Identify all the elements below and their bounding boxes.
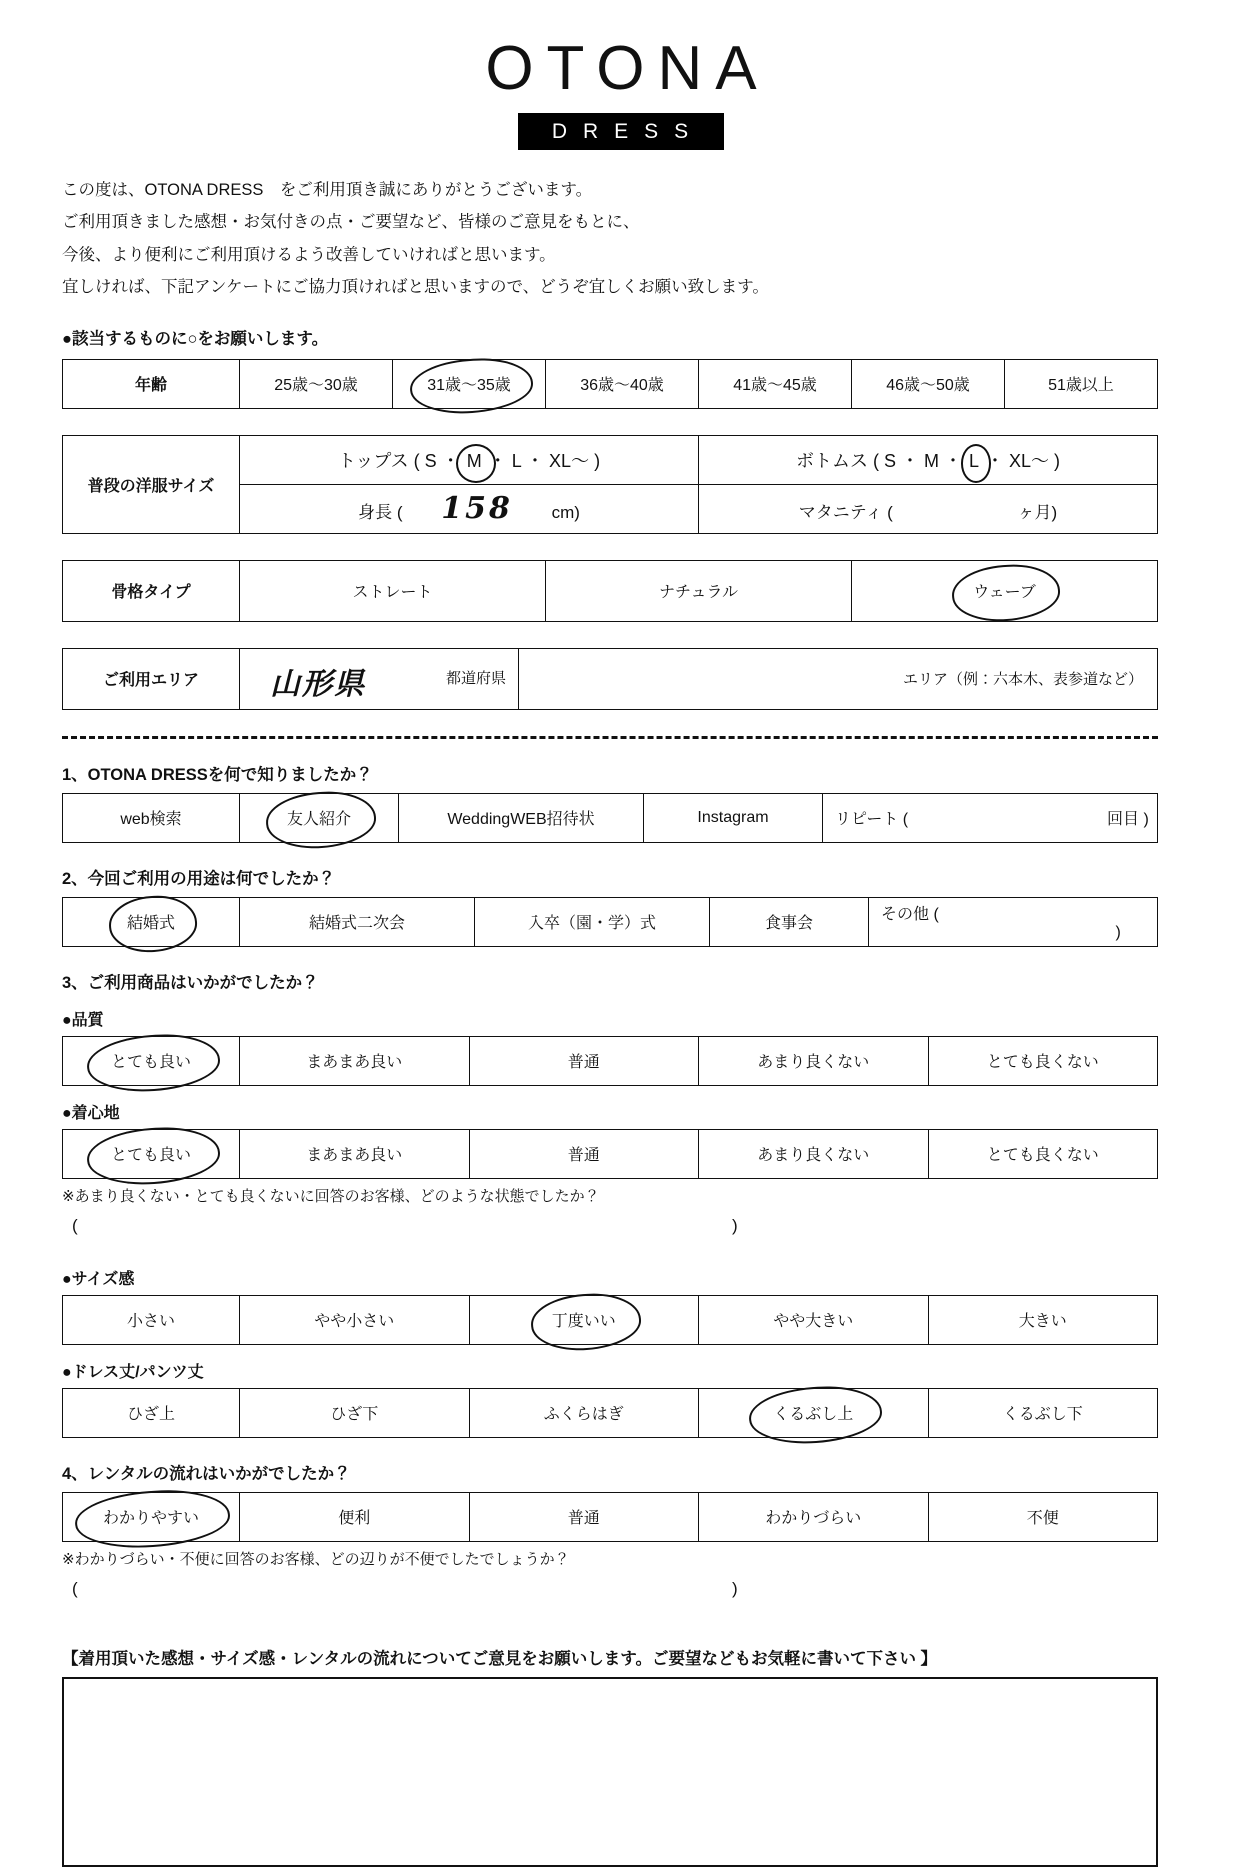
q2-table (62, 897, 1158, 947)
maternity-field-cell[interactable] (699, 484, 1158, 533)
area-detail-input[interactable] (519, 648, 1158, 709)
q1-option-instagram[interactable]: Instagram (644, 793, 823, 842)
table-row (63, 1492, 1158, 1541)
length-option-above-ankle[interactable] (699, 1388, 929, 1437)
quality-option-very-good[interactable] (63, 1036, 240, 1085)
table-row (63, 648, 1158, 709)
selected-mark-quality: とても良い (105, 1047, 197, 1074)
age-table (62, 359, 1158, 409)
q4-answer-close: ) (732, 1578, 738, 1598)
age-label: 年齢 (63, 359, 240, 408)
table-row (63, 1036, 1158, 1085)
bottoms-prefix: ボトムス ( S ・ M ・ (795, 450, 962, 471)
q3-comfort-table (62, 1129, 1158, 1179)
brand-logo (0, 0, 1242, 150)
table-row (63, 1295, 1158, 1344)
q1-heading: 1、OTONA DRESSを何で知りましたか？ (62, 765, 373, 784)
table-row (63, 1129, 1158, 1178)
age-option-36-40[interactable]: 36歳〜40歳 (546, 359, 699, 408)
selected-mark-size-feel: 丁度いい (546, 1306, 622, 1333)
q1-option-friend-referral[interactable] (240, 793, 399, 842)
q1-option-wedding-web[interactable]: WeddingWEB招待状 (399, 793, 644, 842)
selected-mark-comfort: とても良い (105, 1140, 197, 1167)
size-feel-option-large[interactable]: 大きい (928, 1295, 1158, 1344)
prefecture-hint: 都道府県 (445, 669, 506, 687)
height-unit: cm) (551, 503, 580, 523)
q3-quality-table (62, 1036, 1158, 1086)
q3-quality-label: ●品質 (62, 1011, 104, 1029)
q2-option-after-party[interactable]: 結婚式二次会 (240, 897, 475, 946)
quality-option-normal[interactable]: 普通 (469, 1036, 699, 1085)
q3-size-feel-table (62, 1295, 1158, 1345)
length-option-below-knee[interactable]: ひざ下 (240, 1388, 470, 1437)
q2-option-other[interactable] (869, 897, 1158, 946)
frame-type-option-straight[interactable]: ストレート (240, 560, 546, 621)
frame-type-option-natural[interactable]: ナチュラル (546, 560, 852, 621)
area-table (62, 648, 1158, 710)
quality-option-very-bad[interactable]: とても良くない (928, 1036, 1158, 1085)
size-feel-option-small[interactable]: 小さい (63, 1295, 240, 1344)
age-option-41-45[interactable]: 41歳〜45歳 (699, 359, 852, 408)
q2-heading: 2、今回ご利用の用途は何でしたか？ (62, 869, 336, 888)
q4-option-hard-to-understand[interactable]: わかりづらい (699, 1492, 929, 1541)
q1-option-repeat[interactable] (823, 793, 1158, 842)
comfort-option-very-bad[interactable]: とても良くない (928, 1129, 1158, 1178)
q3-heading: 3、ご利用商品はいかがでしたか？ (62, 973, 319, 992)
tops-size-cell[interactable] (240, 435, 699, 484)
length-option-above-knee[interactable]: ひざ上 (63, 1388, 240, 1437)
comfort-option-normal[interactable]: 普通 (469, 1129, 699, 1178)
quality-option-not-very-good[interactable]: あまり良くない (699, 1036, 929, 1085)
q4-option-convenient[interactable]: 便利 (240, 1492, 470, 1541)
tops-suffix: ・ L ・ XL〜 ) (488, 450, 601, 471)
table-row (63, 793, 1158, 842)
frame-type-table (62, 560, 1158, 622)
q3-length-label: ●ドレス丈/パンツ丈 (62, 1363, 204, 1381)
free-comment-box[interactable] (62, 1677, 1158, 1867)
selected-mark-q1: 友人紹介 (281, 804, 357, 831)
length-option-calf[interactable]: ふくらはぎ (469, 1388, 699, 1437)
age-option-25-30[interactable]: 25歳〜30歳 (240, 359, 393, 408)
size-feel-option-slightly-small[interactable]: やや小さい (240, 1295, 470, 1344)
age-option-31-35[interactable] (393, 359, 546, 408)
q4-note: ※わかりづらい・不便に回答のお客様、どの辺りが不便でしたでしょうか？ (62, 1550, 570, 1568)
age-option-51-plus[interactable]: 51歳以上 (1005, 359, 1158, 408)
clothing-size-label: 普段の洋服サイズ (63, 435, 240, 533)
size-feel-option-just-right[interactable] (469, 1295, 699, 1344)
age-option-46-50[interactable]: 46歳〜50歳 (852, 359, 1005, 408)
selected-mark-q2: 結婚式 (121, 908, 181, 935)
free-comment-title: 【着用頂いた感想・サイズ感・レンタルの流れについてご意見をお願いします。ご要望などもお気軽に書いて下さい 】 (62, 1649, 938, 1668)
prefecture-value: 山形県 (270, 666, 366, 702)
q2-option-wedding[interactable] (63, 897, 240, 946)
q3-comfort-note: ※あまり良くない・とても良くないに回答のお客様、どのような状態でしたか？ (62, 1187, 600, 1205)
table-row (63, 359, 1158, 408)
intro-line-4: 宜しければ、下記アンケートにご協力頂ければと思いますので、どうぞ宜しくお願い致します。 (62, 277, 769, 296)
q2-other-suffix: ) (1115, 924, 1121, 942)
q2-option-ceremony[interactable]: 入卒（園・学）式 (475, 897, 710, 946)
height-field-cell[interactable] (240, 484, 699, 533)
q1-repeat-label: リピート ( (835, 811, 909, 829)
selected-mark-q4: わかりやすい (97, 1503, 205, 1530)
height-label: 身長 ( (358, 503, 403, 523)
logo-subtitle: DRESS (518, 113, 724, 150)
q4-option-easy-to-understand[interactable] (63, 1492, 240, 1541)
area-hint: エリア（例：六本木、表参道など） (902, 671, 1143, 689)
table-row (63, 1388, 1158, 1437)
intro-line-1: この度は、OTONA DRESS をご利用頂き誠にありがとうございます。 (62, 181, 593, 200)
q3-comfort-answer-field[interactable] (72, 1216, 1072, 1242)
length-option-below-ankle[interactable]: くるぶし下 (928, 1388, 1158, 1437)
maternity-unit: ヶ月) (1017, 503, 1058, 523)
maternity-label: マタニティ ( (798, 503, 893, 523)
comfort-option-not-very-good[interactable]: あまり良くない (699, 1129, 929, 1178)
q1-table (62, 793, 1158, 843)
section-divider (62, 736, 1158, 739)
section-lead-text: ●該当するものに○をお願いします。 (62, 329, 329, 348)
comfort-option-fairly-good[interactable]: まあまあ良い (240, 1129, 470, 1178)
q3-comfort-answer-open: ( (72, 1215, 78, 1235)
bottoms-size-cell[interactable] (699, 435, 1158, 484)
q1-repeat-suffix: 回目 ) (1107, 811, 1149, 829)
q2-option-dinner[interactable]: 食事会 (710, 897, 869, 946)
selected-mark-frame-type: ウェーブ (967, 577, 1042, 604)
bottoms-selected-size: L (968, 450, 979, 471)
table-row (63, 560, 1158, 621)
bottoms-suffix: ・ XL〜 ) (986, 450, 1061, 471)
height-value: 158 (441, 491, 513, 527)
logo-wordmark: OTONA (485, 34, 770, 103)
q4-option-inconvenient[interactable]: 不便 (928, 1492, 1158, 1541)
table-row (63, 435, 1158, 484)
tops-prefix: トップス ( S ・ (337, 450, 460, 471)
q3-size-feel-label: ●サイズ感 (62, 1270, 135, 1288)
selected-mark-length: くるぶし上 (767, 1399, 859, 1426)
selected-mark-age: 31歳〜35歳 (421, 370, 517, 397)
table-row (63, 897, 1158, 946)
q4-heading: 4、レンタルの流れはいかがでしたか？ (62, 1464, 351, 1483)
intro-paragraph (62, 174, 1242, 303)
q4-answer-field[interactable] (72, 1579, 1072, 1605)
tops-selected-size: M (466, 450, 482, 471)
frame-type-option-wave[interactable] (852, 560, 1158, 621)
q3-comfort-label: ●着心地 (62, 1104, 120, 1122)
prefecture-input[interactable] (240, 648, 519, 709)
q4-answer-open: ( (72, 1578, 78, 1598)
q3-length-table (62, 1388, 1158, 1438)
q3-comfort-answer-close: ) (732, 1215, 738, 1235)
intro-line-3: 今後、より便利にご利用頂けるよう改善していければと思います。 (62, 245, 556, 264)
size-feel-option-slightly-large[interactable]: やや大きい (699, 1295, 929, 1344)
frame-type-label: 骨格タイプ (63, 560, 240, 621)
quality-option-fairly-good[interactable]: まあまあ良い (240, 1036, 470, 1085)
q4-option-normal[interactable]: 普通 (469, 1492, 699, 1541)
intro-line-2: ご利用頂きました感想・お気付きの点・ご要望など、皆様のご意見をもとに、 (62, 213, 640, 232)
comfort-option-very-good[interactable] (63, 1129, 240, 1178)
clothing-size-table (62, 435, 1158, 534)
q4-table (62, 1492, 1158, 1542)
area-label: ご利用エリア (63, 648, 240, 709)
q2-other-label: その他 ( (881, 906, 939, 924)
q1-option-web-search[interactable]: web検索 (63, 793, 240, 842)
